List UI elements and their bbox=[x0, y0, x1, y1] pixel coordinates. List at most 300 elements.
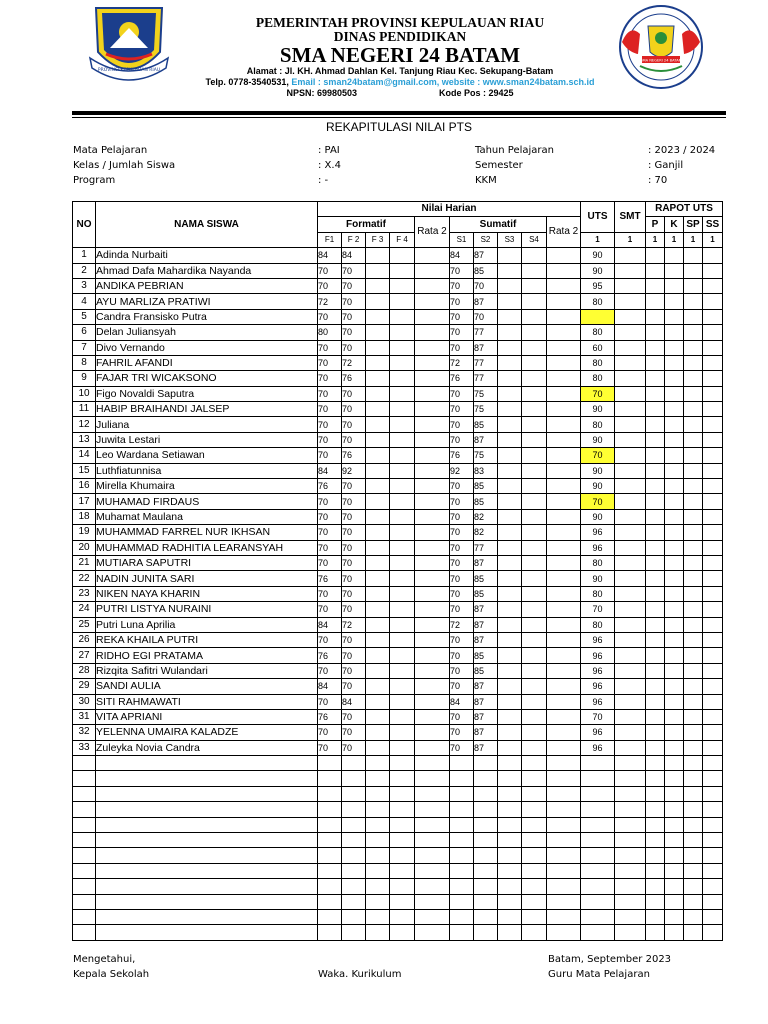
empty-cell bbox=[366, 771, 390, 786]
cell-s3 bbox=[498, 617, 522, 632]
empty-cell bbox=[703, 925, 723, 940]
empty-cell bbox=[474, 879, 498, 894]
cell-k bbox=[665, 617, 684, 632]
footer-subject-teacher: Guru Mata Pelajaran bbox=[548, 969, 650, 980]
empty-cell bbox=[581, 833, 615, 848]
cell-s4 bbox=[522, 586, 547, 601]
cell-s3 bbox=[498, 448, 522, 463]
cell-f4 bbox=[390, 448, 415, 463]
cell-sp bbox=[684, 309, 703, 324]
cell-p bbox=[646, 555, 665, 570]
cell-summative-avg bbox=[547, 325, 581, 340]
cell-formative-avg bbox=[415, 632, 450, 647]
cell-s2: 85 bbox=[474, 479, 498, 494]
empty-table-row bbox=[73, 848, 723, 863]
cell-p bbox=[646, 248, 665, 263]
cell-smt bbox=[615, 432, 646, 447]
empty-cell bbox=[703, 894, 723, 909]
cell-sp bbox=[684, 648, 703, 663]
cell-sp bbox=[684, 494, 703, 509]
cell-k bbox=[665, 402, 684, 417]
cell-sp bbox=[684, 479, 703, 494]
cell-summative-avg bbox=[547, 586, 581, 601]
cell-k bbox=[665, 278, 684, 293]
cell-f2: 76 bbox=[342, 448, 366, 463]
cell-f2: 70 bbox=[342, 494, 366, 509]
empty-cell bbox=[366, 879, 390, 894]
cell-k bbox=[665, 740, 684, 755]
cell-smt bbox=[615, 463, 646, 478]
cell-ss bbox=[703, 417, 723, 432]
empty-cell bbox=[342, 756, 366, 771]
table-row bbox=[73, 309, 723, 324]
cell-f3 bbox=[366, 463, 390, 478]
empty-cell bbox=[342, 802, 366, 817]
cell-no: 16 bbox=[73, 479, 96, 494]
empty-cell bbox=[450, 863, 474, 878]
cell-f4 bbox=[390, 278, 415, 293]
empty-cell bbox=[73, 817, 96, 832]
table-row bbox=[73, 278, 723, 293]
cell-s1: 70 bbox=[450, 663, 474, 678]
cell-sp bbox=[684, 632, 703, 647]
empty-cell bbox=[474, 894, 498, 909]
cell-uts: 70 bbox=[581, 494, 615, 509]
empty-table-row bbox=[73, 786, 723, 801]
cell-no: 18 bbox=[73, 509, 96, 524]
empty-cell bbox=[581, 909, 615, 924]
cell-k bbox=[665, 586, 684, 601]
empty-cell bbox=[581, 802, 615, 817]
cell-formative-avg bbox=[415, 525, 450, 540]
cell-no: 1 bbox=[73, 248, 96, 263]
empty-cell bbox=[73, 925, 96, 940]
table-row bbox=[73, 479, 723, 494]
cell-f4 bbox=[390, 525, 415, 540]
cell-s3 bbox=[498, 509, 522, 524]
empty-cell bbox=[581, 756, 615, 771]
cell-s4 bbox=[522, 540, 547, 555]
cell-f4 bbox=[390, 355, 415, 370]
table-row bbox=[73, 371, 723, 386]
cell-s1: 72 bbox=[450, 355, 474, 370]
cell-uts bbox=[581, 309, 615, 324]
cell-sp bbox=[684, 740, 703, 755]
letterhead-province: PEMERINTAH PROVINSI KEPULAUAN RIAU bbox=[255, 15, 545, 30]
cell-ss bbox=[703, 448, 723, 463]
table-row bbox=[73, 709, 723, 724]
cell-p bbox=[646, 709, 665, 724]
cell-s1: 70 bbox=[450, 740, 474, 755]
cell-student-name: SITI RAHMAWATI bbox=[96, 694, 318, 709]
table-row bbox=[73, 494, 723, 509]
cell-student-name: Adinda Nurbaiti bbox=[96, 248, 318, 263]
empty-cell bbox=[703, 863, 723, 878]
cell-f3 bbox=[366, 325, 390, 340]
empty-cell bbox=[366, 848, 390, 863]
empty-cell bbox=[474, 833, 498, 848]
empty-cell bbox=[96, 786, 318, 801]
empty-cell bbox=[684, 817, 703, 832]
cell-student-name: REKA KHAILA PUTRI bbox=[96, 632, 318, 647]
cell-sp bbox=[684, 555, 703, 570]
table-row bbox=[73, 740, 723, 755]
empty-cell bbox=[342, 817, 366, 832]
cell-ss bbox=[703, 571, 723, 586]
cell-summative-avg bbox=[547, 648, 581, 663]
empty-cell bbox=[318, 802, 342, 817]
cell-uts: 80 bbox=[581, 555, 615, 570]
cell-s2: 87 bbox=[474, 694, 498, 709]
cell-f4 bbox=[390, 663, 415, 678]
empty-cell bbox=[646, 848, 665, 863]
empty-cell bbox=[498, 817, 522, 832]
empty-cell bbox=[342, 771, 366, 786]
empty-cell bbox=[318, 879, 342, 894]
empty-cell bbox=[522, 909, 547, 924]
cell-formative-avg bbox=[415, 402, 450, 417]
empty-cell bbox=[684, 786, 703, 801]
letterhead-rule-thin bbox=[72, 117, 726, 118]
cell-f3 bbox=[366, 432, 390, 447]
cell-p bbox=[646, 371, 665, 386]
empty-cell bbox=[415, 863, 450, 878]
cell-s1: 70 bbox=[450, 571, 474, 586]
empty-cell bbox=[665, 879, 684, 894]
cell-no: 19 bbox=[73, 525, 96, 540]
empty-cell bbox=[498, 894, 522, 909]
empty-cell bbox=[390, 802, 415, 817]
empty-cell bbox=[96, 863, 318, 878]
empty-cell bbox=[450, 817, 474, 832]
cell-ss bbox=[703, 525, 723, 540]
cell-no: 7 bbox=[73, 340, 96, 355]
cell-uts: 90 bbox=[581, 263, 615, 278]
cell-f3 bbox=[366, 417, 390, 432]
cell-uts: 96 bbox=[581, 694, 615, 709]
empty-cell bbox=[450, 848, 474, 863]
cell-student-name: Putri Luna Aprilia bbox=[96, 617, 318, 632]
cell-p bbox=[646, 278, 665, 293]
table-row bbox=[73, 602, 723, 617]
cell-uts: 96 bbox=[581, 540, 615, 555]
cell-formative-avg bbox=[415, 694, 450, 709]
cell-s4 bbox=[522, 679, 547, 694]
empty-cell bbox=[547, 863, 581, 878]
cell-p bbox=[646, 540, 665, 555]
cell-smt bbox=[615, 648, 646, 663]
empty-cell bbox=[498, 786, 522, 801]
cell-s1: 70 bbox=[450, 725, 474, 740]
cell-f4 bbox=[390, 709, 415, 724]
cell-formative-avg bbox=[415, 617, 450, 632]
footer-curriculum-deputy: Waka. Kurikulum bbox=[318, 969, 402, 980]
empty-cell bbox=[73, 909, 96, 924]
cell-sp bbox=[684, 325, 703, 340]
cell-summative-avg bbox=[547, 263, 581, 278]
cell-summative-avg bbox=[547, 725, 581, 740]
cell-s2: 87 bbox=[474, 679, 498, 694]
cell-s3 bbox=[498, 540, 522, 555]
cell-f1: 80 bbox=[318, 325, 342, 340]
empty-cell bbox=[522, 756, 547, 771]
cell-p bbox=[646, 402, 665, 417]
cell-p bbox=[646, 509, 665, 524]
empty-cell bbox=[547, 786, 581, 801]
cell-no: 30 bbox=[73, 694, 96, 709]
cell-s4 bbox=[522, 555, 547, 570]
cell-s4 bbox=[522, 571, 547, 586]
col-header-f1: F1 bbox=[318, 232, 342, 247]
empty-cell bbox=[646, 817, 665, 832]
empty-cell bbox=[581, 879, 615, 894]
cell-s3 bbox=[498, 571, 522, 586]
empty-cell bbox=[615, 909, 646, 924]
cell-p bbox=[646, 694, 665, 709]
letterhead-phone: Telp. 0778-3540531, bbox=[205, 77, 289, 87]
cell-f1: 70 bbox=[318, 448, 342, 463]
cell-smt bbox=[615, 325, 646, 340]
cell-summative-avg bbox=[547, 340, 581, 355]
cell-p bbox=[646, 632, 665, 647]
cell-f4 bbox=[390, 571, 415, 586]
cell-summative-avg bbox=[547, 432, 581, 447]
cell-s2: 85 bbox=[474, 417, 498, 432]
table-row bbox=[73, 725, 723, 740]
empty-cell bbox=[665, 756, 684, 771]
cell-f4 bbox=[390, 586, 415, 601]
cell-smt bbox=[615, 263, 646, 278]
cell-k bbox=[665, 694, 684, 709]
empty-cell bbox=[96, 894, 318, 909]
cell-summative-avg bbox=[547, 709, 581, 724]
cell-f1: 70 bbox=[318, 417, 342, 432]
empty-table-row bbox=[73, 925, 723, 940]
cell-summative-avg bbox=[547, 555, 581, 570]
empty-cell bbox=[646, 802, 665, 817]
empty-cell bbox=[703, 802, 723, 817]
cell-no: 27 bbox=[73, 648, 96, 663]
cell-f2: 70 bbox=[342, 402, 366, 417]
empty-cell bbox=[703, 848, 723, 863]
cell-student-name: Mirella Khumaira bbox=[96, 479, 318, 494]
empty-cell bbox=[498, 925, 522, 940]
cell-f1: 70 bbox=[318, 402, 342, 417]
empty-cell bbox=[665, 925, 684, 940]
cell-student-name: MUHAMMAD FARREL NUR IKHSAN bbox=[96, 525, 318, 540]
cell-ss bbox=[703, 632, 723, 647]
empty-table-row bbox=[73, 909, 723, 924]
empty-cell bbox=[498, 802, 522, 817]
cell-ss bbox=[703, 479, 723, 494]
cell-f3 bbox=[366, 402, 390, 417]
cell-p bbox=[646, 417, 665, 432]
cell-no: 17 bbox=[73, 494, 96, 509]
cell-s4 bbox=[522, 294, 547, 309]
empty-cell bbox=[615, 833, 646, 848]
col-weight-ss: 1 bbox=[703, 232, 723, 247]
cell-smt bbox=[615, 340, 646, 355]
table-row bbox=[73, 325, 723, 340]
cell-formative-avg bbox=[415, 432, 450, 447]
col-weight-sp: 1 bbox=[684, 232, 703, 247]
cell-formative-avg bbox=[415, 448, 450, 463]
cell-sp bbox=[684, 663, 703, 678]
cell-ss bbox=[703, 355, 723, 370]
col-header-f2: F 2 bbox=[342, 232, 366, 247]
cell-uts: 96 bbox=[581, 648, 615, 663]
empty-cell bbox=[342, 909, 366, 924]
cell-p bbox=[646, 294, 665, 309]
cell-summative-avg bbox=[547, 694, 581, 709]
empty-cell bbox=[547, 879, 581, 894]
empty-cell bbox=[96, 802, 318, 817]
cell-f3 bbox=[366, 617, 390, 632]
letterhead-npsn: NPSN: 69980503 bbox=[286, 88, 358, 98]
cell-s3 bbox=[498, 263, 522, 278]
empty-cell bbox=[498, 879, 522, 894]
table-row bbox=[73, 417, 723, 432]
empty-cell bbox=[96, 925, 318, 940]
cell-s2: 85 bbox=[474, 263, 498, 278]
empty-cell bbox=[703, 833, 723, 848]
table-row bbox=[73, 463, 723, 478]
cell-k bbox=[665, 632, 684, 647]
cell-no: 21 bbox=[73, 555, 96, 570]
table-row bbox=[73, 432, 723, 447]
cell-student-name: Zuleyka Novia Candra bbox=[96, 740, 318, 755]
cell-smt bbox=[615, 509, 646, 524]
empty-cell bbox=[318, 817, 342, 832]
cell-s2: 87 bbox=[474, 632, 498, 647]
cell-f3 bbox=[366, 340, 390, 355]
empty-cell bbox=[415, 833, 450, 848]
cell-formative-avg bbox=[415, 294, 450, 309]
cell-s3 bbox=[498, 248, 522, 263]
cell-smt bbox=[615, 679, 646, 694]
empty-cell bbox=[318, 863, 342, 878]
cell-f4 bbox=[390, 417, 415, 432]
cell-uts: 80 bbox=[581, 294, 615, 309]
table-row bbox=[73, 571, 723, 586]
empty-cell bbox=[703, 771, 723, 786]
cell-uts: 80 bbox=[581, 617, 615, 632]
cell-sp bbox=[684, 586, 703, 601]
cell-sp bbox=[684, 540, 703, 555]
cell-s3 bbox=[498, 417, 522, 432]
cell-ss bbox=[703, 617, 723, 632]
cell-f1: 70 bbox=[318, 694, 342, 709]
cell-summative-avg bbox=[547, 479, 581, 494]
empty-cell bbox=[646, 771, 665, 786]
cell-smt bbox=[615, 740, 646, 755]
cell-s3 bbox=[498, 525, 522, 540]
cell-f1: 70 bbox=[318, 263, 342, 278]
empty-cell bbox=[73, 786, 96, 801]
cell-sp bbox=[684, 463, 703, 478]
cell-student-name: PUTRI LISTYA NURAINI bbox=[96, 602, 318, 617]
cell-f3 bbox=[366, 509, 390, 524]
cell-smt bbox=[615, 725, 646, 740]
cell-no: 22 bbox=[73, 571, 96, 586]
cell-no: 32 bbox=[73, 725, 96, 740]
cell-s2: 85 bbox=[474, 586, 498, 601]
empty-cell bbox=[547, 909, 581, 924]
cell-f3 bbox=[366, 648, 390, 663]
cell-f4 bbox=[390, 740, 415, 755]
cell-f1: 70 bbox=[318, 371, 342, 386]
cell-k bbox=[665, 294, 684, 309]
empty-cell bbox=[415, 771, 450, 786]
cell-k bbox=[665, 494, 684, 509]
cell-s4 bbox=[522, 632, 547, 647]
cell-f2: 70 bbox=[342, 479, 366, 494]
cell-k bbox=[665, 386, 684, 401]
letterhead-contact bbox=[150, 77, 650, 87]
col-weight-p: 1 bbox=[646, 232, 665, 247]
subject-label: Mata Pelajaran bbox=[73, 145, 148, 156]
col-header-p: P bbox=[646, 217, 665, 232]
table-row bbox=[73, 617, 723, 632]
cell-f4 bbox=[390, 248, 415, 263]
empty-cell bbox=[318, 833, 342, 848]
cell-ss bbox=[703, 694, 723, 709]
cell-sp bbox=[684, 263, 703, 278]
cell-sp bbox=[684, 294, 703, 309]
col-header-f3: F 3 bbox=[366, 232, 390, 247]
cell-student-name: MUHAMAD FIRDAUS bbox=[96, 494, 318, 509]
cell-s1: 84 bbox=[450, 694, 474, 709]
cell-summative-avg bbox=[547, 402, 581, 417]
cell-student-name: MUHAMMAD RADHITIA LEARANSYAH bbox=[96, 540, 318, 555]
cell-ss bbox=[703, 309, 723, 324]
cell-f3 bbox=[366, 248, 390, 263]
cell-s4 bbox=[522, 278, 547, 293]
cell-p bbox=[646, 386, 665, 401]
empty-cell bbox=[96, 909, 318, 924]
cell-sp bbox=[684, 448, 703, 463]
cell-s2: 87 bbox=[474, 740, 498, 755]
cell-sp bbox=[684, 709, 703, 724]
cell-summative-avg bbox=[547, 463, 581, 478]
cell-p bbox=[646, 263, 665, 278]
col-header-sp: SP bbox=[684, 217, 703, 232]
empty-cell bbox=[703, 817, 723, 832]
empty-table-row bbox=[73, 756, 723, 771]
cell-f2: 70 bbox=[342, 632, 366, 647]
cell-no: 20 bbox=[73, 540, 96, 555]
cell-formative-avg bbox=[415, 740, 450, 755]
cell-s4 bbox=[522, 617, 547, 632]
cell-s4 bbox=[522, 740, 547, 755]
cell-s4 bbox=[522, 402, 547, 417]
cell-p bbox=[646, 740, 665, 755]
empty-cell bbox=[684, 848, 703, 863]
empty-cell bbox=[684, 771, 703, 786]
empty-cell bbox=[415, 786, 450, 801]
cell-s4 bbox=[522, 432, 547, 447]
cell-f1: 70 bbox=[318, 355, 342, 370]
cell-summative-avg bbox=[547, 448, 581, 463]
table-row bbox=[73, 402, 723, 417]
cell-s4 bbox=[522, 648, 547, 663]
academic-year-label: Tahun Pelajaran bbox=[475, 145, 554, 156]
cell-f3 bbox=[366, 540, 390, 555]
footer-principal: Kepala Sekolah bbox=[73, 969, 150, 980]
cell-s2: 85 bbox=[474, 663, 498, 678]
col-weight-smt: 1 bbox=[615, 232, 646, 247]
cell-s1: 70 bbox=[450, 278, 474, 293]
